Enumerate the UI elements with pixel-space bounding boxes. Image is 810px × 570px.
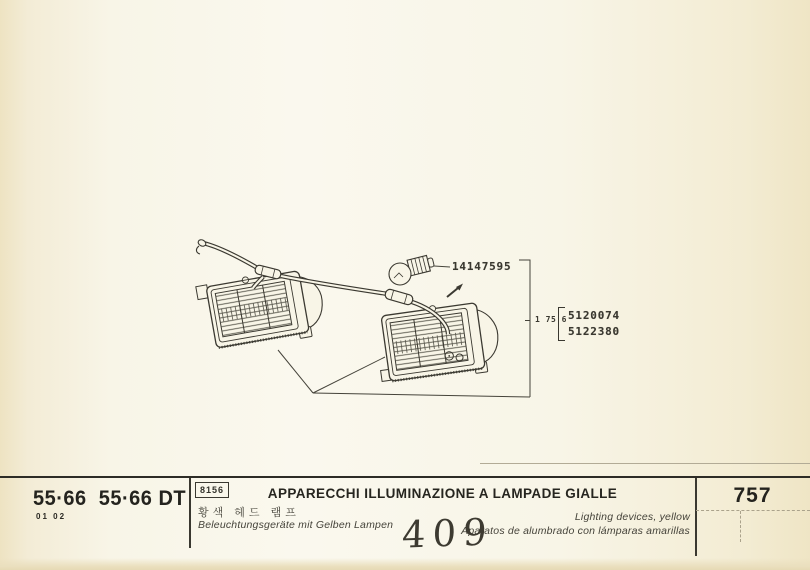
model-codes: 55·66 55·66 DT bbox=[33, 487, 187, 511]
table-number: 8156 bbox=[199, 485, 225, 495]
group-ref-code: 1 75 6 bbox=[535, 315, 567, 324]
scan-artifact-line bbox=[480, 463, 810, 464]
adjuster-pin bbox=[447, 284, 463, 298]
title-spanish: Aparatos de alumbrado con lámparas amarillas bbox=[461, 525, 690, 537]
page-cell-dashed-rule bbox=[696, 510, 810, 511]
right-headlamp bbox=[373, 297, 503, 386]
part-number-bracket bbox=[558, 307, 565, 341]
handwritten-number: 409 bbox=[401, 510, 495, 557]
title-english: Lighting devices, yellow bbox=[574, 511, 690, 523]
title-italian: APPARECCHI ILLUMINAZIONE A LAMPADE GIALLE bbox=[267, 486, 618, 501]
title-block-top-rule bbox=[0, 476, 810, 478]
page-bottom-shadow bbox=[0, 558, 810, 570]
lamp-part-number-2: 5122380 bbox=[568, 325, 620, 338]
page-cell-dashed-divider bbox=[740, 511, 741, 542]
title-korean: 황색 헤드 램프 bbox=[198, 507, 300, 519]
page-number: 757 bbox=[733, 484, 772, 507]
bulb bbox=[389, 254, 435, 285]
bulb-part-number: 14147595 bbox=[452, 260, 512, 273]
variant-codes: 01 02 bbox=[36, 512, 67, 521]
title-german: Beleuchtungsgeräte mit Gelben Lampen bbox=[198, 519, 394, 531]
lamp-part-number-1: 5120074 bbox=[568, 309, 620, 322]
